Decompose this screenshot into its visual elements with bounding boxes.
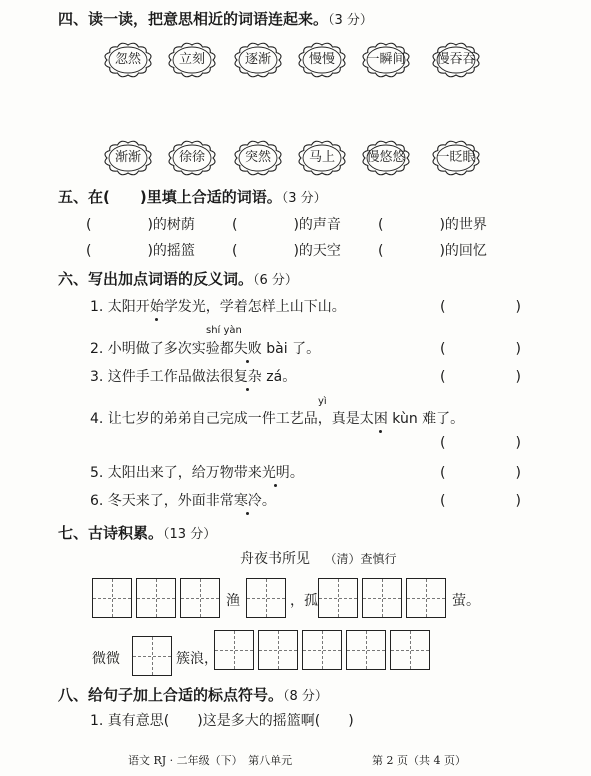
question-6-2: 2. 小明做了多次实验都失败 bài 了。 bbox=[90, 338, 320, 358]
writing-box[interactable] bbox=[406, 578, 446, 618]
writing-box[interactable] bbox=[258, 630, 298, 670]
word-flower-label: 突然 bbox=[244, 150, 271, 165]
question-6-1: 1. 太阳开始学发光，学着怎样上山下山。 bbox=[90, 296, 346, 316]
word-flower bbox=[358, 138, 414, 178]
word-flower-label: 一眨眼 bbox=[436, 150, 476, 165]
poem-char: 渔 bbox=[226, 593, 240, 609]
dotted-word: 困 bbox=[374, 408, 388, 428]
section-6-title: 六、写出加点词语的反义词。（6 分） bbox=[58, 270, 298, 288]
fill-blank-2: ( )的声音 bbox=[232, 217, 341, 233]
answer-blank-5: ( ) bbox=[440, 465, 521, 481]
fill-blank-3: ( )的世界 bbox=[378, 217, 487, 233]
section-7-title: 七、古诗积累。（13 分） bbox=[58, 524, 217, 542]
pinyin-annotation: shí yàn bbox=[206, 325, 242, 336]
answer-blank-2: ( ) bbox=[440, 341, 521, 357]
poem-title: 舟夜书所见 （清）查慎行 bbox=[240, 551, 397, 567]
writing-box[interactable] bbox=[214, 630, 254, 670]
writing-box[interactable] bbox=[180, 578, 220, 618]
writing-box[interactable] bbox=[136, 578, 176, 618]
word-flower-label: 慢慢 bbox=[308, 52, 335, 67]
word-flower bbox=[428, 40, 484, 80]
fill-blank-1: ( )的树荫 bbox=[86, 217, 195, 233]
word-flower-label: 一瞬间 bbox=[366, 52, 406, 67]
writing-box[interactable] bbox=[92, 578, 132, 618]
word-flower bbox=[230, 40, 286, 80]
question-8-1: 1. 真有意思( )这是多大的摇篮啊( ) bbox=[90, 713, 354, 729]
section-5-title: 五、在( )里填上合适的词语。（3 分） bbox=[58, 188, 327, 206]
poem-char: 簇浪， bbox=[176, 651, 218, 667]
fill-blank-6: ( )的回忆 bbox=[378, 243, 487, 259]
section-8-title: 八、给句子加上合适的标点符号。（8 分） bbox=[58, 686, 328, 704]
fill-blank-4: ( )的摇篮 bbox=[86, 243, 195, 259]
footer-page: 第 2 页（共 4 页） bbox=[372, 754, 466, 767]
writing-box[interactable] bbox=[318, 578, 358, 618]
word-flower bbox=[164, 40, 220, 80]
answer-blank-6: ( ) bbox=[440, 493, 521, 509]
word-flower bbox=[294, 138, 350, 178]
question-6-5: 5. 太阳出来了，给万物带来光明。 bbox=[90, 462, 304, 482]
dotted-word: 光明 bbox=[262, 462, 290, 482]
dotted-word: 复杂 bbox=[234, 366, 262, 386]
word-flower-label: 马上 bbox=[308, 150, 335, 165]
writing-box[interactable] bbox=[132, 636, 172, 676]
answer-blank-3: ( ) bbox=[440, 369, 521, 385]
question-6-4: 4. 让七岁的弟弟自己完成一件工艺品，真是太困 kùn 难了。 bbox=[90, 408, 464, 428]
dotted-word: 始 bbox=[150, 296, 164, 316]
writing-box[interactable] bbox=[362, 578, 402, 618]
word-flower bbox=[230, 138, 286, 178]
writing-box[interactable] bbox=[390, 630, 430, 670]
word-flower-label: 立刻 bbox=[178, 52, 205, 67]
word-flower bbox=[100, 138, 156, 178]
writing-box[interactable] bbox=[246, 578, 286, 618]
writing-box[interactable] bbox=[302, 630, 342, 670]
section-4-title: 四、读一读，把意思相近的词语连起来。（3 分） bbox=[58, 10, 373, 28]
poem-char: ，孤 bbox=[290, 593, 318, 609]
word-flower-label: 逐渐 bbox=[244, 52, 271, 67]
pinyin-annotation: yì bbox=[318, 396, 327, 407]
word-flower bbox=[164, 138, 220, 178]
fill-blank-5: ( )的天空 bbox=[232, 243, 341, 259]
word-flower bbox=[294, 40, 350, 80]
answer-blank-4: ( ) bbox=[440, 435, 521, 451]
footer-subject: 语文 RJ · 二年级（下） 第八单元 bbox=[128, 754, 293, 767]
answer-blank-1: ( ) bbox=[440, 299, 521, 315]
word-flower bbox=[358, 40, 414, 80]
dotted-word: 寒冷 bbox=[234, 490, 262, 510]
poem-char: 萤。 bbox=[452, 593, 480, 609]
word-flower-label: 慢悠悠 bbox=[366, 150, 406, 165]
question-6-3: 3. 这件手工作品做法很复杂 zá。 bbox=[90, 366, 296, 386]
word-flower-label: 忽然 bbox=[114, 52, 141, 67]
dotted-word: 失败 bbox=[234, 338, 262, 358]
word-flower bbox=[100, 40, 156, 80]
word-flower-label: 徐徐 bbox=[178, 150, 205, 165]
question-6-6: 6. 冬天来了，外面非常寒冷。 bbox=[90, 490, 276, 510]
word-flower-label: 渐渐 bbox=[114, 150, 141, 165]
poem-char: 微微 bbox=[92, 651, 120, 667]
word-flower bbox=[428, 138, 484, 178]
writing-box[interactable] bbox=[346, 630, 386, 670]
word-flower-label: 慢吞吞 bbox=[436, 52, 476, 67]
